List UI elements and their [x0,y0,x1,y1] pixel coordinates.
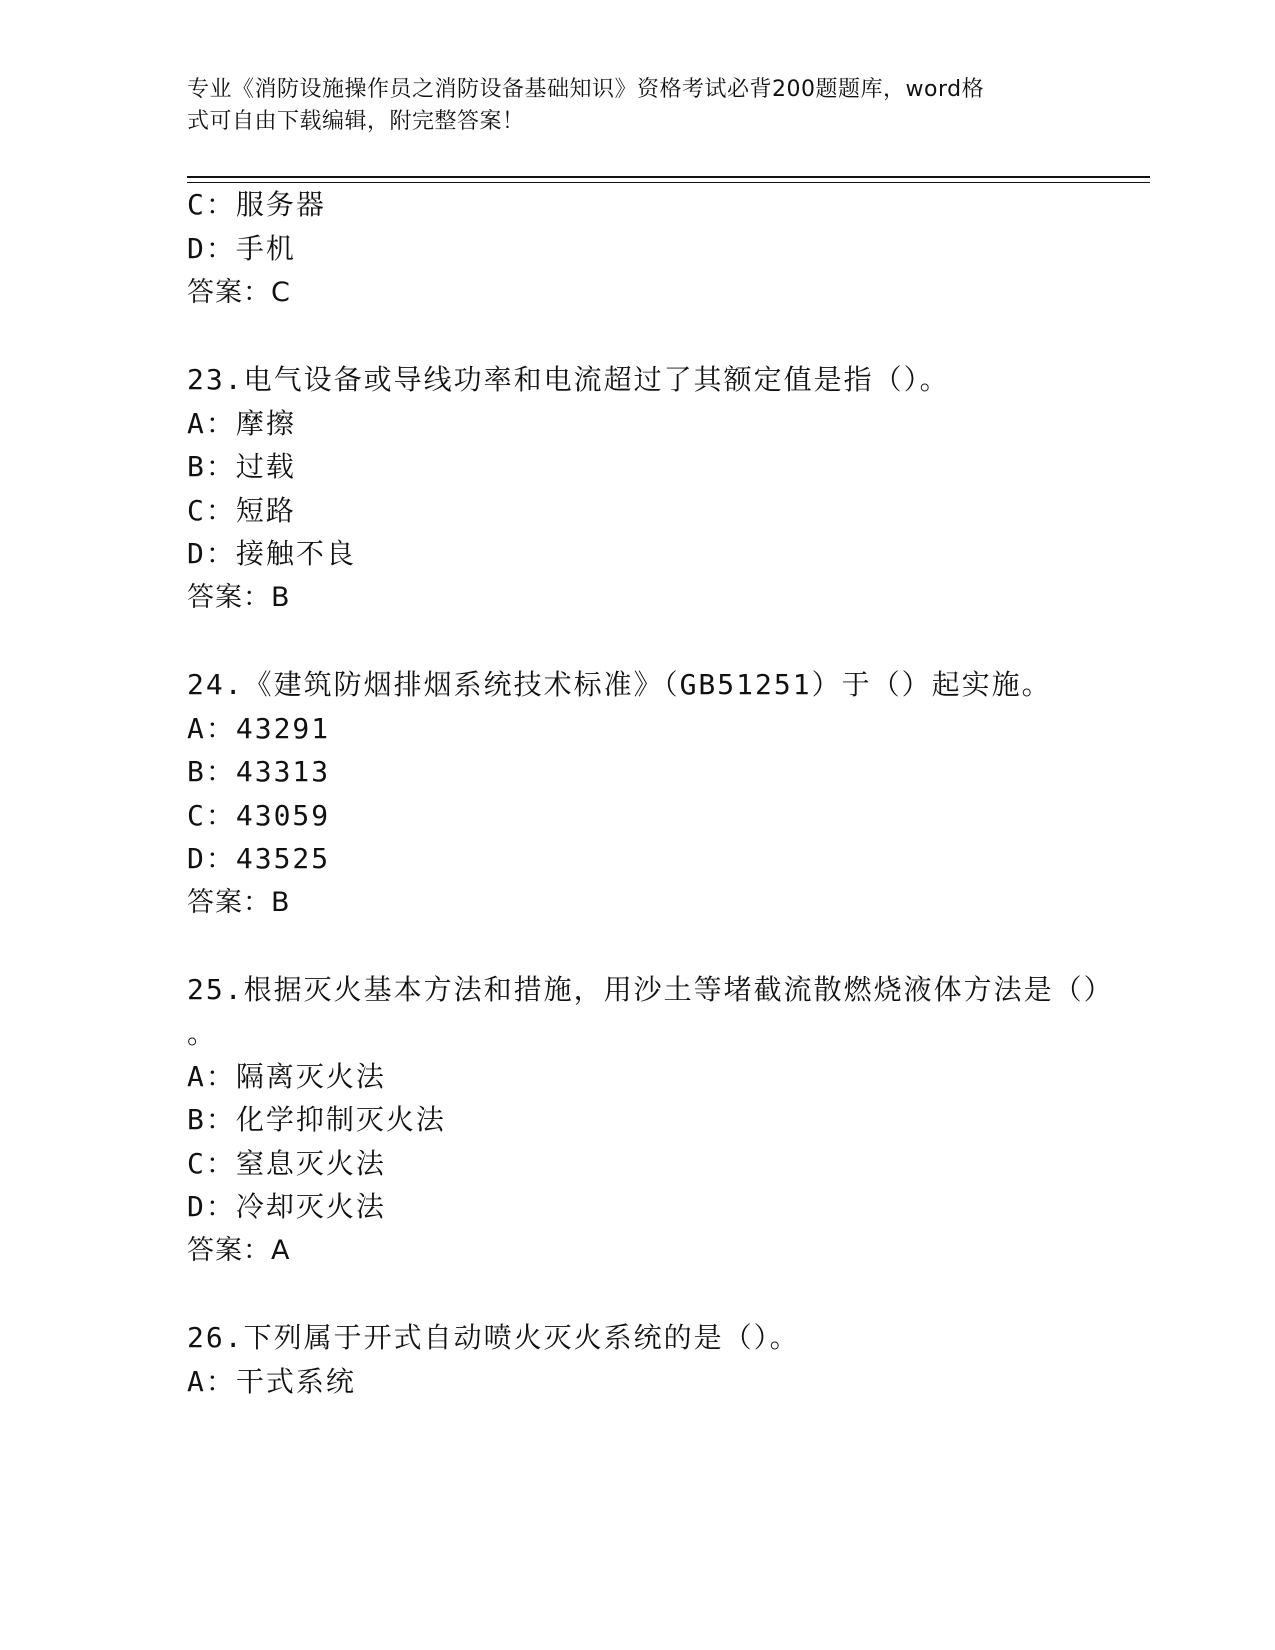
q22-option-c: C：服务器 [187,188,326,221]
q25-question: 25.根据灭火基本方法和措施，用沙土等堵截流散燃烧液体方法是（） [187,973,1114,1006]
header-line-1: 专业《消防设施操作员之消防设备基础知识》资格考试必背200题题库，word格 [187,77,985,102]
q26-option-a: A：干式系统 [187,1365,356,1398]
q24-option-c: C：43059 [187,799,331,832]
header-divider-thick [187,176,1150,178]
q24-question: 24.《建筑防烟排烟系统技术标准》（GB51251）于（）起实施。 [187,668,1052,701]
q25-option-c: C：窒息灭火法 [187,1147,386,1180]
q23-option-b: B：过载 [187,450,296,483]
q23-option-d: D：接触不良 [187,537,356,570]
q24-option-a: A：43291 [187,712,331,745]
q25-option-b: B：化学抑制灭火法 [187,1103,446,1136]
q25-question-continuation: 。 [187,1017,218,1050]
q22-option-d: D：手机 [187,232,296,265]
q24-answer: 答案：B [187,887,291,918]
q25-option-d: D：冷却灭火法 [187,1190,386,1223]
q23-option-a: A：摩擦 [187,407,296,440]
q24-option-b: B：43313 [187,755,331,788]
q24-option-d: D：43525 [187,842,331,875]
document-header [187,74,1067,138]
header-line-2: 式可自由下载编辑，附完整答案！ [187,109,525,134]
q23-answer: 答案：B [187,582,291,613]
q23-option-c: C：短路 [187,494,296,527]
header-divider-thin [187,182,1150,183]
q25-answer: 答案：A [187,1235,291,1266]
q25-option-a: A：隔离灭火法 [187,1060,386,1093]
q23-question: 23.电气设备或导线功率和电流超过了其额定值是指（）。 [187,363,950,396]
q26-question: 26.下列属于开式自动喷火灭火系统的是（）。 [187,1321,800,1354]
q22-answer: 答案：C [187,277,291,308]
